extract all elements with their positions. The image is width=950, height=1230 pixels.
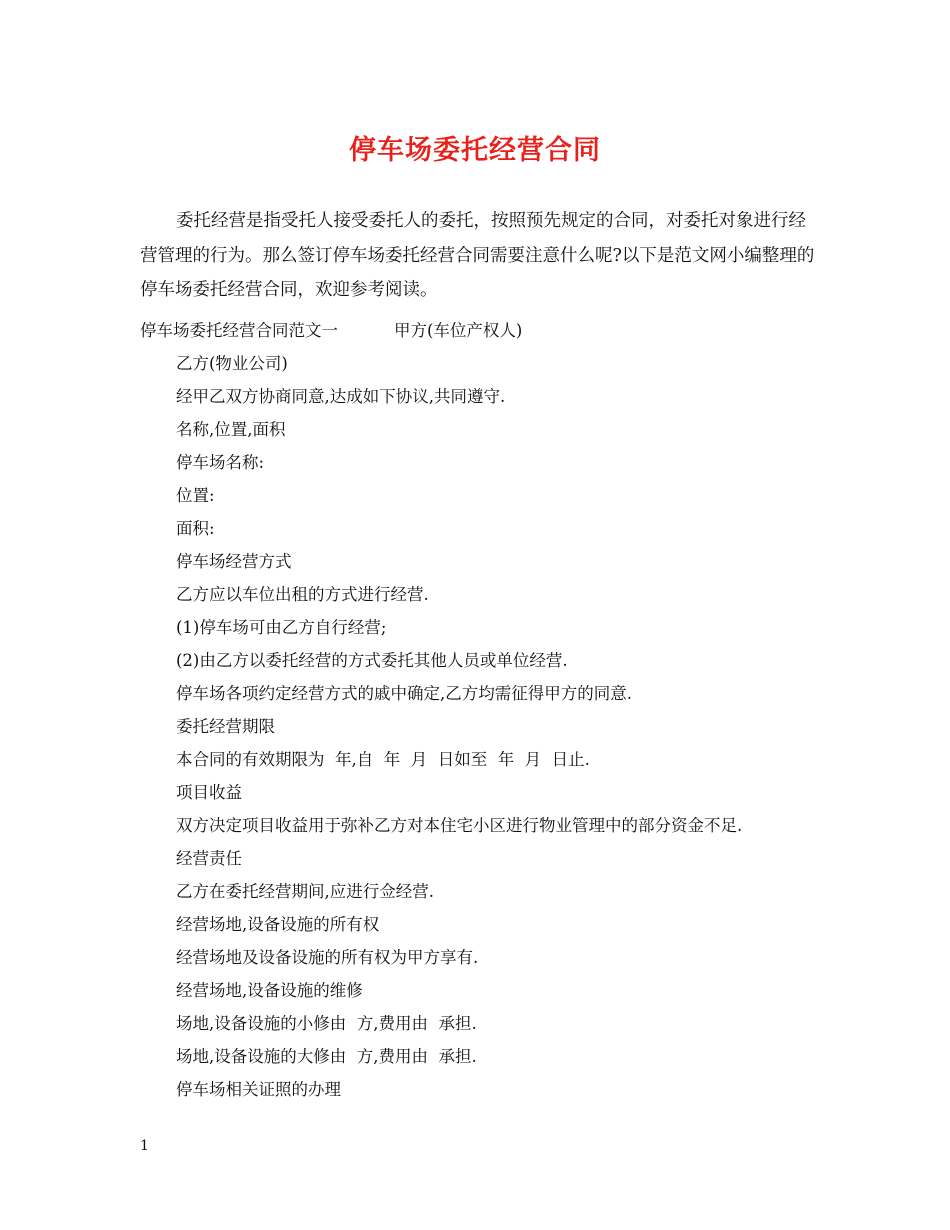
contract-line: (2)由乙方以委托经营的方式委托其他人员或单位经营. [176,651,568,670]
sample-heading-line [140,317,522,341]
contract-line: 面积: [176,519,215,538]
party-a: 甲方(车位产权人) [394,321,523,340]
document-title: 停车场委托经营合同 [349,135,601,166]
intro-paragraph: 委托经营是指受托人接受委托人的委托，按照预先规定的合同，对委托对象进行经营管理的行为。那么签订停车场委托经营合同需要注意什么呢?以下是范文网小编整理的停车场委托经营合同，欢迎参考阅读。 [140,211,815,300]
contract-line: 停车场相关证照的办理 [176,1080,341,1099]
contract-line: (1)停车场可由乙方自行经营; [176,618,387,637]
contract-line: 经营责任 [176,849,242,868]
contract-line: 名称,位置,面积 [176,420,286,439]
contract-line: 经营场地,设备设施的维修 [176,981,363,1000]
sample-heading: 停车场委托经营合同范文一 [140,321,338,340]
contract-line: 位置: [176,486,215,505]
contract-line: 项目收益 [176,783,242,802]
contract-line: 经营场地,设备设施的所有权 [176,915,380,934]
contract-line: 乙方在委托经营期间,应进行佥经营. [176,882,434,901]
contract-line: 本合同的有效期限为 年,自 年 月 日如至 年 月 日止. [176,750,590,769]
contract-line: 经营场地及设备设施的所有权为甲方享有. [176,948,479,967]
contract-line: 委托经营期限 [176,717,275,736]
contract-line: 停车场名称: [176,453,265,472]
page-number: 1 [140,1138,149,1154]
contract-line: 场地,设备设施的小修由 方,费用由 承担. [176,1014,477,1033]
contract-line: 乙方应以车位出租的方式进行经营. [176,585,429,604]
contract-line: 乙方(物业公司) [176,354,288,373]
contract-line: 停车场经营方式 [176,552,292,571]
contract-line: 停车场各项约定经营方式的戚中确定,乙方均需征得甲方的同意. [176,684,632,703]
contract-line: 经甲乙双方协商同意,达成如下协议,共同遵守. [176,387,506,406]
contract-line: 场地,设备设施的大修由 方,费用由 承担. [176,1047,477,1066]
contract-line: 双方决定项目收益用于弥补乙方对本住宅小区进行物业管理中的部分资金不足. [176,816,743,835]
